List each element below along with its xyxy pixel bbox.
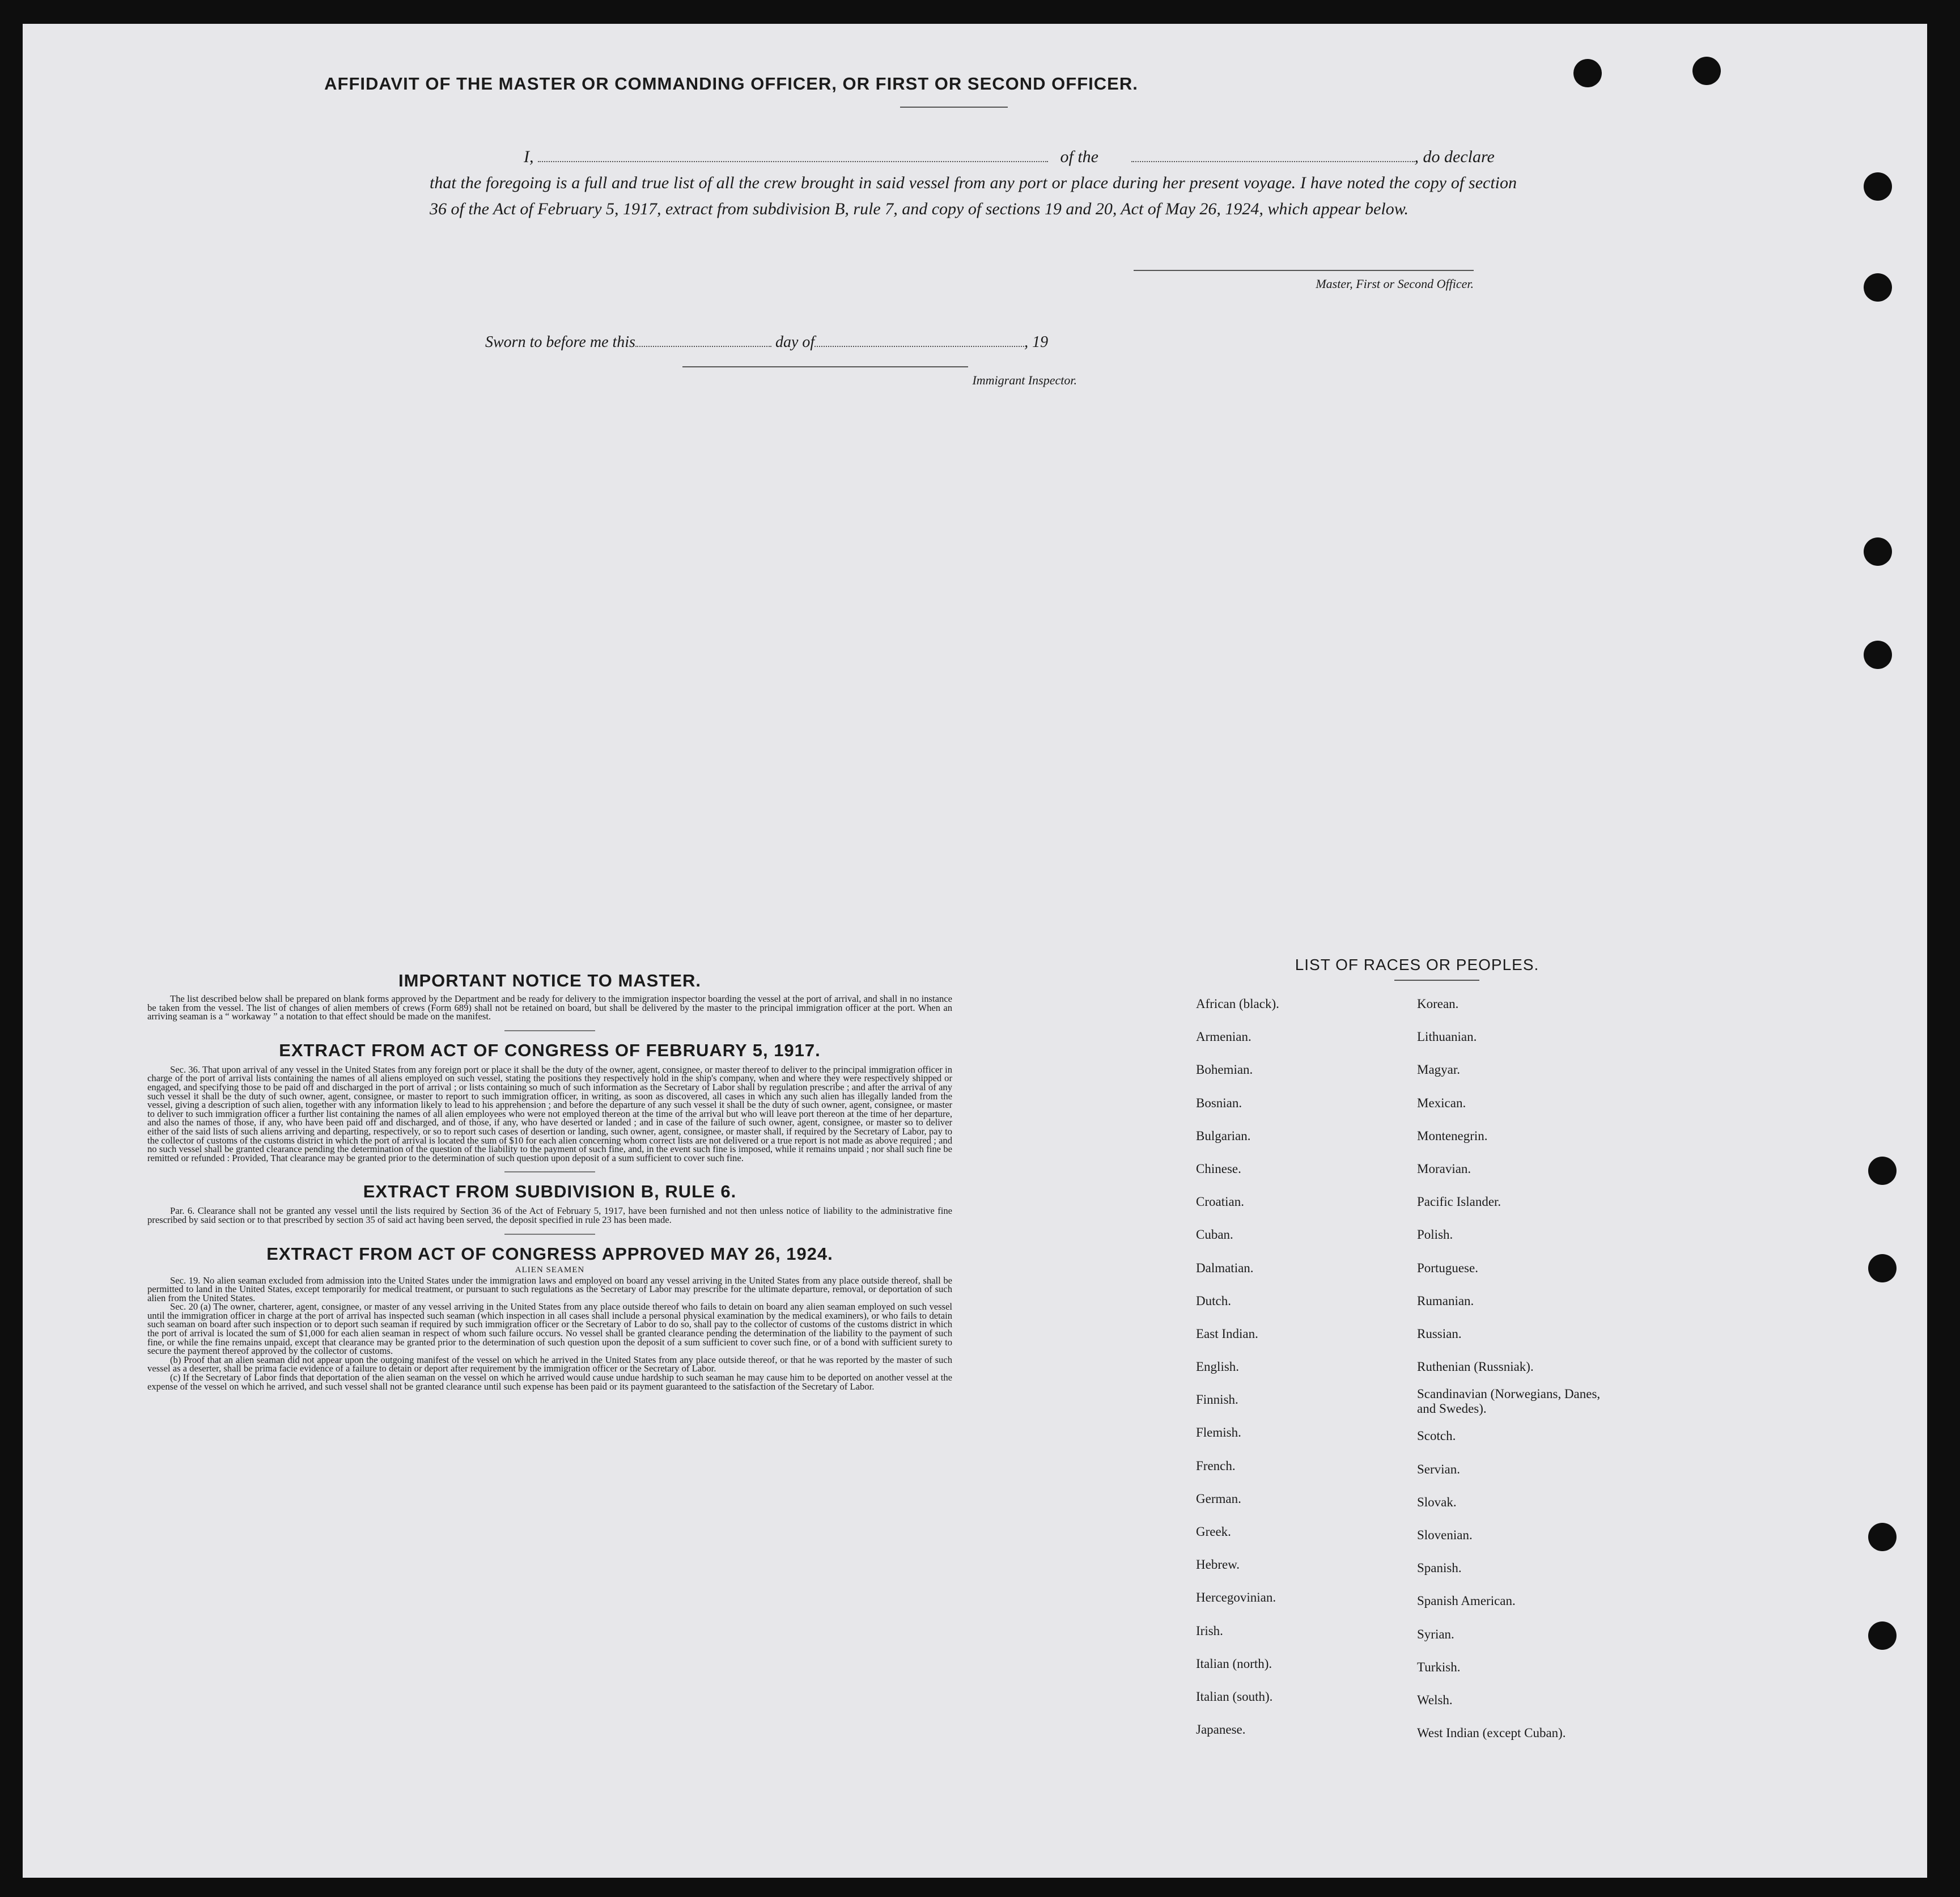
punch-hole bbox=[1692, 57, 1721, 85]
race-item: African (black). bbox=[1196, 997, 1279, 1011]
name-blank bbox=[538, 151, 1048, 162]
legal-notices-column bbox=[147, 971, 952, 1391]
sworn-label: Sworn to before me this bbox=[485, 333, 635, 351]
inspector-signature-line bbox=[682, 366, 968, 367]
month-blank bbox=[814, 336, 1024, 347]
vessel-blank bbox=[1131, 151, 1415, 162]
race-item: Italian (north). bbox=[1196, 1656, 1272, 1671]
races-title: LIST OF RACES OR PEOPLES. bbox=[1295, 956, 1539, 973]
race-item: Hebrew. bbox=[1196, 1557, 1240, 1572]
race-item: Slovak. bbox=[1417, 1494, 1457, 1509]
extract-1924-title: EXTRACT FROM ACT OF CONGRESS APPROVED MAY 26, 1924. bbox=[266, 1243, 833, 1264]
punch-hole bbox=[1864, 273, 1892, 302]
race-item: Slovenian. bbox=[1417, 1528, 1473, 1542]
day-blank bbox=[635, 336, 771, 347]
race-item: French. bbox=[1196, 1458, 1236, 1473]
punch-hole bbox=[1864, 641, 1892, 669]
extract-rule6-text: Par. 6. Clearance shall not be granted any vessel until the lists required by Section 36 of the Act of February 5, 1917, have been furnished and not then unless notice of liability to the administrative fine prescribed by said section or to that prescribed by section 35 of said act having been served, the deposit specified in rule 23 has been made. bbox=[147, 1205, 952, 1225]
document-page bbox=[23, 24, 1927, 1878]
race-item: Flemish. bbox=[1196, 1425, 1241, 1440]
race-item: Welsh. bbox=[1417, 1692, 1453, 1707]
race-item: Lithuanian. bbox=[1417, 1030, 1477, 1044]
i-label: I, bbox=[524, 147, 534, 166]
inspector-label: Immigrant Inspector. bbox=[972, 373, 1077, 387]
races-title-rule bbox=[1394, 980, 1479, 981]
sec20b-text: (b) Proof that an alien seaman did not appear upon the outgoing manifest of the vessel on which he arrived in the United States from any place outside thereof, or that he was reported by the master of such vessel as a deserter, shall be prima facie evidence of a failure to detain or deport after requirement by the immigration officer or the Secretary of Labor. bbox=[147, 1354, 952, 1374]
punch-hole bbox=[1868, 1523, 1897, 1551]
race-item: English. bbox=[1196, 1360, 1240, 1374]
race-item: Magyar. bbox=[1417, 1062, 1461, 1077]
punch-hole bbox=[1864, 537, 1892, 566]
section-divider bbox=[504, 1234, 595, 1235]
race-item: West Indian (except Cuban). bbox=[1417, 1726, 1566, 1741]
race-item: Chinese. bbox=[1196, 1161, 1241, 1176]
sec20a-text: Sec. 20 (a) The owner, charterer, agent, consignee, or master of any vessel arriving in the United States from any place outside thereof who fails to detain on board any alien seaman employed on such vessel until the immigration officer in charge at the port of arrival has inspected such seaman (which inspection in all cases shall include a personal physical examination by the medical examiners), or who fails to detain such seaman on board after such inspection or to deport such seaman if required by such immigration officer or the Secretary of Labor to do so, shall pay to the collector of customs of the customs district in which the port of arrival is located the sum of $1,000 for each alien seaman in respect of whom such failure occurs. No vessel shall be granted clearance pending the determination of the liability to the payment of such fine, or while the fine remains unpaid, except that clearance may be granted prior to the determination of such question upon the deposit of a sum sufficient to cover such fine, or of a bond with sufficient surety to secure the payment thereof approved by the collector of customs. bbox=[147, 1301, 952, 1357]
race-item: Syrian. bbox=[1417, 1627, 1454, 1641]
alien-seamen-subheading: ALIEN SEAMEN bbox=[515, 1265, 585, 1274]
punch-hole bbox=[1864, 172, 1892, 201]
race-item: Bulgarian. bbox=[1196, 1128, 1251, 1143]
race-item: Irish. bbox=[1196, 1623, 1223, 1638]
race-item: Polish. bbox=[1417, 1227, 1453, 1242]
extract-rule6-title: EXTRACT FROM SUBDIVISION B, RULE 6. bbox=[363, 1182, 737, 1202]
race-item: East Indian. bbox=[1196, 1326, 1258, 1341]
punch-hole bbox=[1868, 1254, 1897, 1282]
race-item: Spanish American. bbox=[1417, 1594, 1516, 1608]
section-divider bbox=[504, 1030, 595, 1031]
declaration-text: that the foregoing is a full and true list of all the crew brought in said vessel from any port or place during her present voyage. I have noted the copy of section 36 of the Act of February 5, 1917, extract from subdivision B, rule 7, and copy of sections 19 and 20, Act of May 26, 1924, which appear below. bbox=[430, 173, 1517, 218]
sworn-line bbox=[485, 333, 1048, 352]
race-item: Pacific Islander. bbox=[1417, 1195, 1501, 1209]
title-rule bbox=[900, 107, 1008, 108]
master-signature-label: Master, First or Second Officer. bbox=[1316, 277, 1474, 291]
extract-1917-title: EXTRACT FROM ACT OF CONGRESS OF FEBRUARY 5, 1917. bbox=[279, 1040, 821, 1060]
punch-hole bbox=[1573, 59, 1602, 87]
punch-hole bbox=[1868, 1157, 1897, 1185]
race-item: Montenegrin. bbox=[1417, 1128, 1488, 1143]
declaration-block bbox=[430, 144, 1517, 222]
race-item: Mexican. bbox=[1417, 1095, 1466, 1110]
year-label: , 19 bbox=[1024, 333, 1049, 351]
race-item: Korean. bbox=[1417, 997, 1459, 1011]
race-item: Ruthenian (Russniak). bbox=[1417, 1360, 1534, 1374]
race-item: Portuguese. bbox=[1417, 1260, 1478, 1275]
race-item: Turkish. bbox=[1417, 1659, 1461, 1674]
race-item: Servian. bbox=[1417, 1462, 1461, 1476]
race-item: Japanese. bbox=[1196, 1722, 1246, 1737]
declaration-first-line bbox=[430, 144, 1517, 170]
master-signature-line bbox=[1134, 270, 1474, 271]
race-item: Dalmatian. bbox=[1196, 1260, 1254, 1275]
race-item: Scotch. bbox=[1417, 1429, 1456, 1443]
race-item: Hercegovinian. bbox=[1196, 1590, 1276, 1605]
race-item: Rumanian. bbox=[1417, 1293, 1474, 1308]
section-divider bbox=[504, 1171, 595, 1172]
sec19-text: Sec. 19. No alien seaman excluded from admission into the United States under the immigration laws and employed on board any vessel arriving in the United States from any place outside thereof, shall be permitted to land in the United States, except temporarily for medical treatment, or pursuant to such regulations as the Secretary of Labor may prescribe for the ultimate departure, removal, or deportation of such alien from the United States. bbox=[147, 1274, 952, 1303]
day-of-label: day of bbox=[775, 333, 815, 351]
race-item: Bohemian. bbox=[1196, 1062, 1253, 1077]
declare-label: , do declare bbox=[1414, 147, 1495, 166]
race-item: Spanish. bbox=[1417, 1561, 1462, 1576]
races-left-column bbox=[1196, 988, 1279, 1746]
race-item: Croatian. bbox=[1196, 1195, 1244, 1209]
races-right-column bbox=[1417, 988, 1604, 1750]
race-item: Dutch. bbox=[1196, 1293, 1231, 1308]
notice-text: The list described below shall be prepared on blank forms approved by the Department and be ready for delivery to the immigration inspector boarding the vessel at the port of arrival, and shall in no instance be taken from the vessel. The list of changes of alien members of crews (Form 689) shall not be retained on board, but shall be delivered by the master to the principal immigration officer at the port. When an arriving seaman is a “ workaway ” a notation to that effect should be made on the manifest. bbox=[147, 993, 952, 1022]
race-item: Finnish. bbox=[1196, 1392, 1238, 1407]
extract-1917-text: Sec. 36. That upon arrival of any vessel in the United States from any foreign port or place it shall be the duty of the owner, agent, consignee, or master thereof to deliver to the principal immigration officer in charge of the port of arrival lists containing the names of all aliens employed on such vessel, stating the positions they respectively hold in the ship's company, when and where they were respectively shipped or engaged, and specifying those to be paid off and discharged in the port of arrival ; or lists containing so much of such information as the Secretary of Labor shall by regulation prescribe ; and after the arrival of any such vessel it shall be the duty of such owner, agent, consignee, or master to report to such immigration officer, in writing, as soon as discovered, all cases in which any such alien has illegally landed from the vessel, giving a description of such alien, together with any information likely to lead to his apprehension ; and before the departure of any such vessel it shall be the duty of such owner, agent, consignee, or master to deliver to such immigration officer a further list containing the names of all alien employees who were not employed thereon at the time of the arrival but who will leave port thereon at the time of her departure, and also the names of those, if any, who have been paid off and discharged, and of those, if any, who have deserted or landed ; and in case of the failure of such owner, agent, consignee, or master so to deliver either of the said lists of such aliens arriving and departing, respectively, or so to report such cases of desertion or landing, such owner, agent, consignee, or master shall, if required by the Secretary of Labor, pay to the collector of customs of the customs district in which the port of arrival is located the sum of $10 for each alien concerning whom correct lists are not delivered or a true report is not made as above required ; and no such vessel shall be granted clearance pending the determination of the question of the liability to the payment of such fine, and, in the event such fine is imposed, while it remains unpaid ; nor shall such fine be remitted or refunded : Provided, That clearance may be granted prior to the determination of such question upon deposit of a sum sufficient to cover such fine. bbox=[147, 1064, 952, 1163]
affidavit-title: AFFIDAVIT OF THE MASTER OR COMMANDING OFFICER, OR FIRST OR SECOND OFFICER. bbox=[324, 74, 1138, 94]
race-item: German. bbox=[1196, 1491, 1241, 1506]
race-item: Armenian. bbox=[1196, 1030, 1251, 1044]
race-item: Moravian. bbox=[1417, 1161, 1471, 1176]
race-item: Scandinavian (Norwegians, Danes, and Swedes). bbox=[1417, 1387, 1601, 1416]
race-item: Bosnian. bbox=[1196, 1095, 1242, 1110]
punch-hole bbox=[1868, 1621, 1897, 1650]
of-the-label: of the bbox=[1060, 147, 1098, 166]
sec20c-text: (c) If the Secretary of Labor finds that deportation of the alien seaman on the vessel on which he arrived would cause undue hardship to such seaman he may cause him to be deported on another vessel at the expense of the vessel on which he arrived, and such vessel shall not be granted clearance until such expense has been paid or its payment guaranteed to the satisfaction of the Secretary of Labor. bbox=[147, 1372, 952, 1392]
race-item: Greek. bbox=[1196, 1525, 1231, 1539]
race-item: Russian. bbox=[1417, 1326, 1462, 1341]
race-item: Cuban. bbox=[1196, 1227, 1233, 1242]
notice-title: IMPORTANT NOTICE TO MASTER. bbox=[398, 971, 701, 990]
race-item: Italian (south). bbox=[1196, 1689, 1273, 1704]
